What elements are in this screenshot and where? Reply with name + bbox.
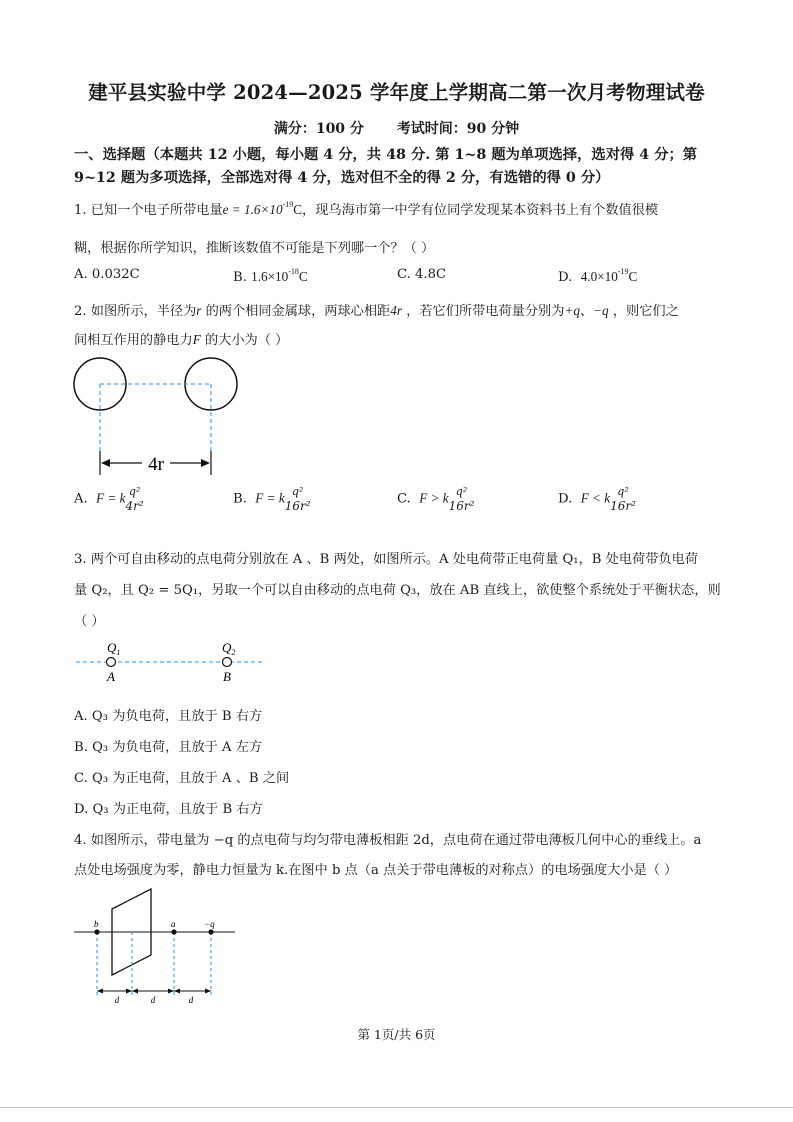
q2-option-d: D. F < k q² 16r² [558, 485, 636, 513]
q4-plate-figure [70, 885, 245, 1005]
q1-option-d: D. $4.0\times 10^{-19}C$ [558, 267, 638, 285]
q1-option-a: A. 0.032C [74, 267, 140, 282]
label-q1: $Q_1$ [107, 640, 121, 657]
q4-stem-line2: 点处电场强度为零，静电力恒量为 k.在图中 b 点（a 点关于带电薄板的对称点）的电场强度大小是（ ） [74, 863, 678, 878]
distance-label: 4r [148, 454, 164, 475]
label-neg-q: −q [204, 919, 215, 929]
q1-stem-line2: 糊，根据你所学知识，推断该数值不可能是下列哪一个？（ ） [74, 241, 435, 256]
charge-a-dot [107, 658, 116, 667]
q2-option-b: B. F = k q² 16r² [233, 485, 311, 513]
point-charge [208, 929, 213, 934]
q1-option-c: C. 4.8C [397, 267, 447, 282]
arrowhead-left [101, 459, 110, 467]
charge-b-dot [223, 658, 232, 667]
q1-charge: e = 1.6×10 [222, 202, 283, 217]
q1-option-b: B. $1.6\times 10^{-18}C$ [233, 267, 308, 285]
label-b: b [94, 919, 99, 929]
point-b [94, 929, 99, 934]
page-title: 建平县实验中学 2024—2025 学年度上学期高二第一次月考物理试卷 [88, 81, 705, 104]
label-q2: $Q_2$ [222, 640, 236, 657]
dist-label-1: d [114, 995, 120, 1005]
section-header-line2: 9~12 题为多项选择，全部选对得 4 分，选对但不全的得 2 分，有选错的得 0 分） [74, 170, 610, 186]
arrowhead-right [201, 459, 210, 467]
label-b: B [223, 669, 231, 684]
q2-option-c: C. F > k q² 16r² [397, 485, 475, 513]
q4-stem-line1: 4. 如图所示，带电量为 −q 的点电荷与均匀带电薄板相距 2d，点电荷在通过带电薄板几何中心的垂线上。a [74, 833, 702, 848]
full-score: 满分：100 分 [273, 121, 364, 137]
q3-option-c: C. Q₃ 为正电荷，且放于 A 、B 之间 [74, 771, 290, 786]
q3-stem-line3: （ ） [74, 614, 105, 629]
q2-two-spheres-figure [70, 355, 250, 480]
q2-stem-line2: 间相互作用的静电力F 的大小为（ ） [74, 332, 289, 348]
point-a [171, 929, 176, 934]
q3-option-a: A. Q₃ 为负电荷，且放于 B 右方 [74, 709, 263, 724]
label-a: A [107, 669, 115, 684]
q1-stem-line1: 1. 已知一个电子所带电量$e = 1.6\times 10^{-19}C$，现乌海市第一中学有位同学发现某本资料书上有个数值很模 [74, 200, 659, 218]
page-footer: 第 1页/共 6页 [357, 1027, 436, 1042]
q3-stem-line1: 3. 两个可自由移动的点电荷分别放在 A 、B 两处，如图所示。A 处电荷带正电荷量 Q₁，B 处电荷带负电荷 [74, 552, 698, 567]
dist-label-2: d [150, 995, 156, 1005]
bottom-divider [0, 1107, 793, 1108]
q3-charges-figure [70, 636, 270, 686]
q2-option-a: A. F = k q² 4r² [74, 485, 144, 513]
exam-time: 考试时间：90 分钟 [396, 121, 520, 137]
q2-stem-line1: 2. 如图所示，半径为r 的两个相同金属球，两球心相距4r ，若它们所带电荷量分别为+q、−q ，则它们之 [74, 303, 679, 319]
section-header-line1: 一、选择题（本题共 12 小题，每小题 4 分，共 48 分. 第 1~8 题为单项选择，选对得 4 分；第 [74, 147, 698, 163]
q3-option-d: D. Q₃ 为正电荷，且放于 B 右方 [74, 802, 263, 817]
q3-option-b: B. Q₃ 为负电荷，且放于 A 左方 [74, 740, 263, 755]
label-a: a [171, 919, 176, 929]
dist-label-3: d [188, 995, 194, 1005]
exam-info [0, 118, 793, 138]
q3-stem-line2: 量 Q₂，且 Q₂ = 5Q₁，另取一个可以自由移动的点电荷 Q₃，放在 AB 直线上，欲使整个系统处于平衡状态，则 [74, 583, 721, 598]
